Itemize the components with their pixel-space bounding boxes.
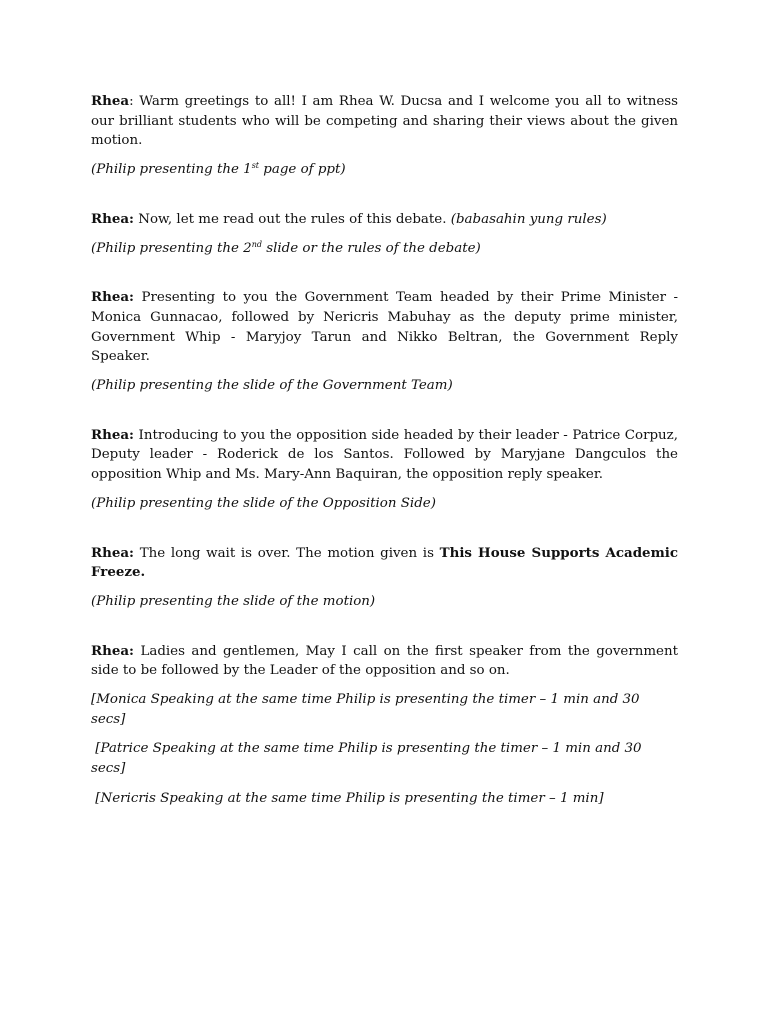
- motion-title: This House Supports Academic Freeze.: [91, 544, 678, 581]
- dialogue-text: Ladies and gentlemen, May I call on the first speaker from the government side to be followed by the Leader of the opposition and so on.: [91, 643, 678, 679]
- stage-note: (Philip presenting the slide of the Government Team): [91, 378, 453, 394]
- script-document: [91, 92, 678, 809]
- speaker-name: Rhea: [91, 93, 130, 109]
- dialogue-text: Now, let me read out the rules of this debate.: [134, 211, 451, 227]
- paragraph-government-team: [91, 288, 678, 367]
- timer-note-monica: [Monica Speaking at the same time Philip is presenting the timer – 1 min and 30 secs]: [91, 692, 640, 727]
- paragraph-opposition-side: [91, 426, 678, 485]
- stage-note: (Philip presenting the 2nd slide or the rules of the debate): [91, 239, 481, 256]
- paragraph-motion: [91, 544, 678, 583]
- speaker-name: Rhea:: [91, 544, 135, 561]
- stage-note: (Philip presenting the 1st page of ppt): [91, 161, 346, 178]
- paragraph-call-speakers: [91, 642, 678, 681]
- stage-note: (Philip presenting the slide of the motion): [91, 593, 376, 609]
- timer-note-patrice: [Patrice Speaking at the same time Philip is presenting the timer – 1 min and 30 secs]: [91, 741, 646, 777]
- paragraph-greeting: [91, 92, 678, 151]
- speaker-name: Rhea:: [91, 210, 135, 227]
- dialogue-text: Introducing to you the opposition side headed by their leader - Patrice Corpuz, Deputy leader - Roderick de los Santos. Followed by Maryjane Dangculos the opposition Whip and Ms. Mary-Ann Baquiran, the opposition reply speaker.: [91, 427, 678, 483]
- dialogue-text: Presenting to you the Government Team headed by their Prime Minister - Monica Gunnacao, followed by Nericris Mabuhay as the deputy prime minister, Government Whip - Maryjoy Tarun and Nikko Beltran, the Government Reply Speaker.: [91, 290, 678, 365]
- dialogue-text: : Warm greetings to all! I am Rhea W. Ducsa and I welcome you all to witness our brilliant students who will be competing and sharing their views about the given motion.: [91, 94, 678, 149]
- speaker-name: Rhea:: [91, 426, 135, 443]
- speaker-name: Rhea:: [91, 642, 135, 659]
- timer-note-nericris: [Nericris Speaking at the same time Philip is presenting the timer – 1 min]: [91, 790, 604, 806]
- speaker-name: Rhea:: [91, 289, 135, 306]
- dialogue-aside: (babasahin yung rules): [450, 211, 607, 227]
- stage-note: (Philip presenting the slide of the Opposition Side): [91, 495, 436, 511]
- paragraph-rules: [91, 210, 678, 230]
- dialogue-text: The long wait is over. The motion given is: [134, 545, 440, 561]
